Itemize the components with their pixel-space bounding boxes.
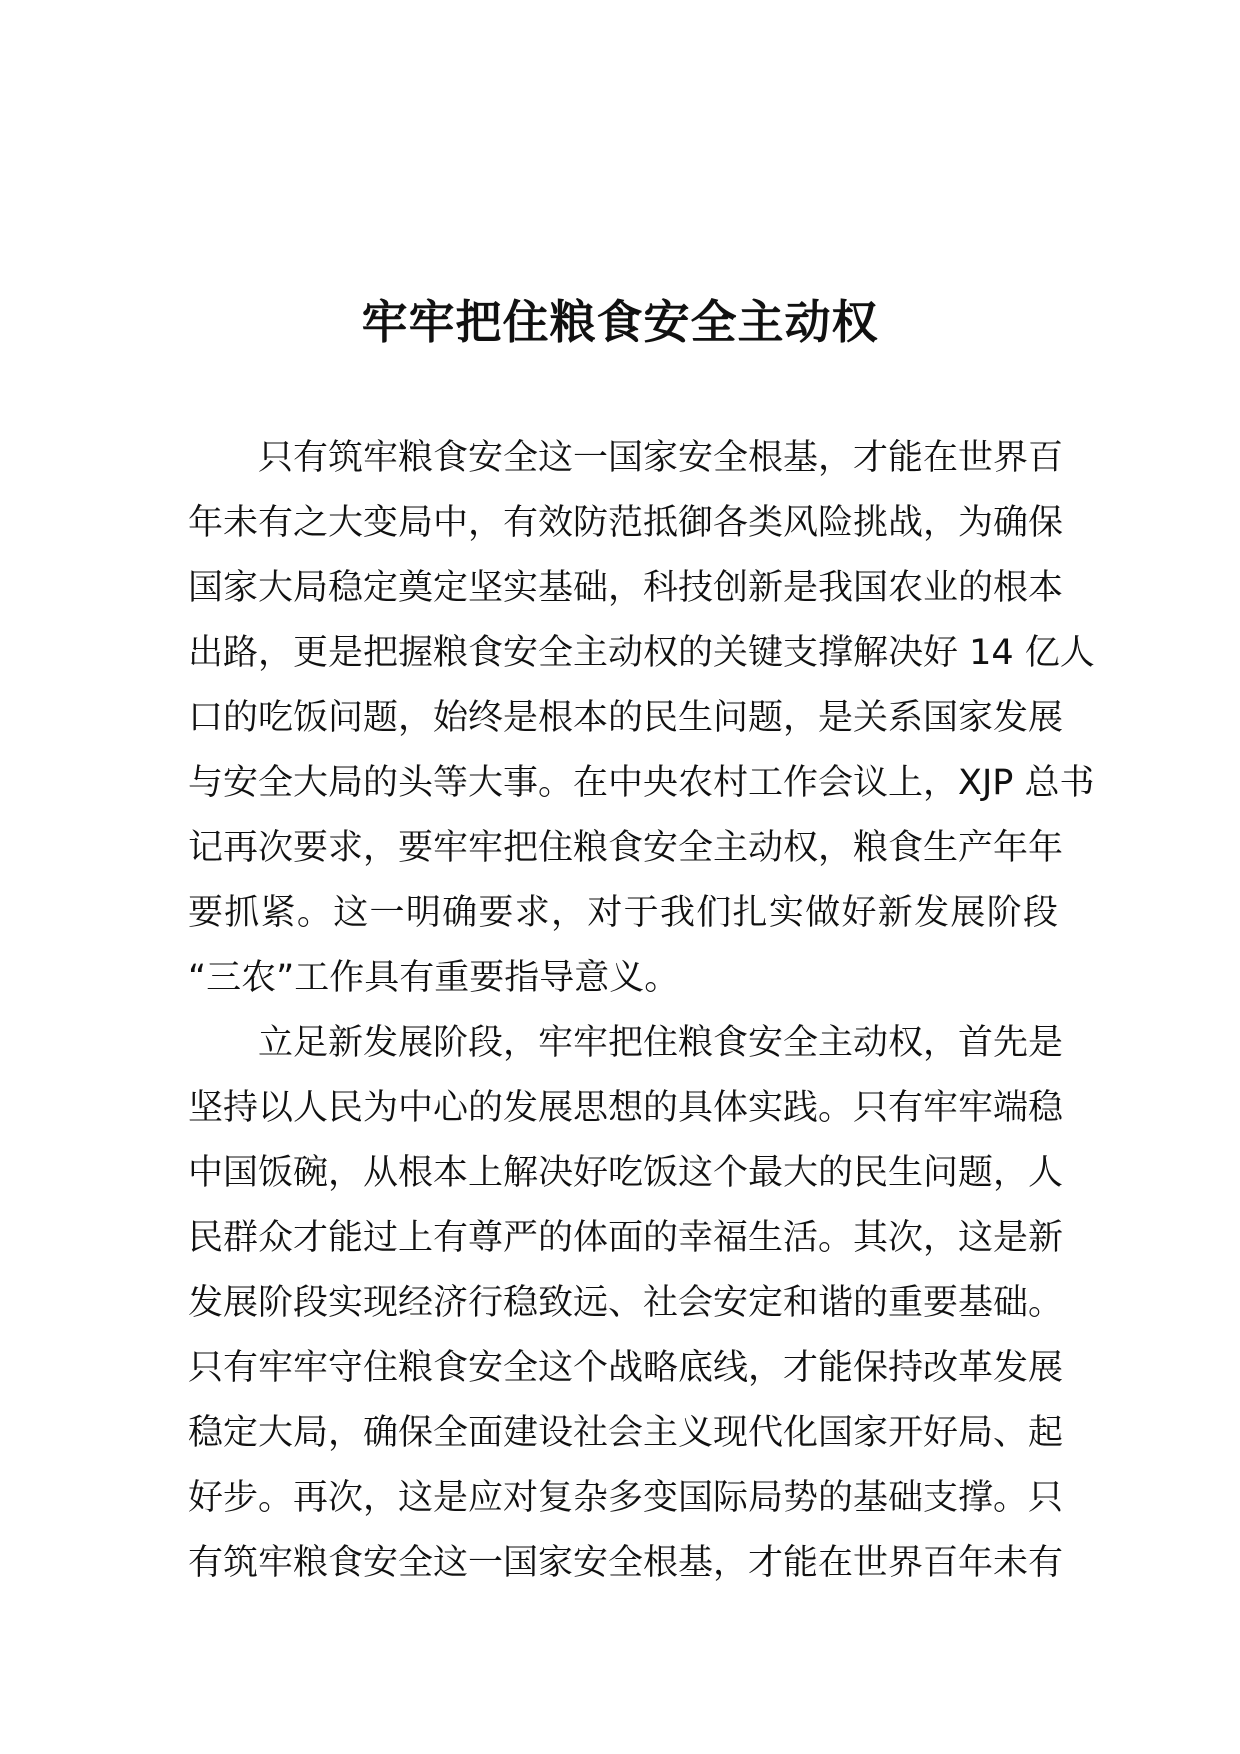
paragraph-line: “三农”工作具有重要指导意义。 [188, 958, 680, 998]
paragraph-1 [188, 426, 1095, 1011]
paragraph-line: 稳定大局，确保全面建设社会主义现代化国家开好局、起 [188, 1413, 1064, 1453]
paragraph-line: 记再次要求，要牢牢把住粮食安全主动权，粮食生产年年 [188, 828, 1064, 868]
paragraph-line: 中国饭碗，从根本上解决好吃饭这个最大的民生问题，人 [188, 1153, 1064, 1193]
document-title: 牢牢把住粮食安全主动权 [361, 295, 879, 349]
paragraph-line: 立足新发展阶段，牢牢把住粮食安全主动权，首先是 [258, 1023, 1064, 1063]
paragraph-line: 有筑牢粮食安全这一国家安全根基，才能在世界百年未有 [188, 1543, 1064, 1583]
paragraph-line: 口的吃饭问题，始终是根本的民生问题，是关系国家发展 [188, 698, 1064, 738]
paragraph-line: 好步。再次，这是应对复杂多变国际局势的基础支撑。只 [188, 1478, 1064, 1518]
paragraph-2 [188, 1011, 1064, 1596]
paragraph-line: 只有筑牢粮食安全这一国家安全根基，才能在世界百 [258, 438, 1064, 478]
paragraph-line: 出路，更是把握粮食安全主动权的关键支撑解决好 14 亿人 [188, 633, 1095, 673]
paragraph-line: 民群众才能过上有尊严的体面的幸福生活。其次，这是新 [188, 1218, 1064, 1258]
paragraph-line: 与安全大局的头等大事。在中央农村工作会议上，XJP 总书 [188, 763, 1095, 803]
paragraph-line: 年未有之大变局中，有效防范抵御各类风险挑战，为确保 [188, 503, 1064, 543]
paragraph-line: 坚持以人民为中心的发展思想的具体实践。只有牢牢端稳 [188, 1088, 1064, 1128]
paragraph-line: 发展阶段实现经济行稳致远、社会安定和谐的重要基础。 [188, 1283, 1064, 1323]
paragraph-line: 只有牢牢守住粮食安全这个战略底线，才能保持改革发展 [188, 1348, 1064, 1388]
document-body [188, 426, 1095, 1596]
paragraph-line: 国家大局稳定奠定坚实基础，科技创新是我国农业的根本 [188, 568, 1064, 608]
paragraph-line: 要抓紧。这一明确要求，对于我们扎实做好新发展阶段 [188, 893, 1058, 933]
